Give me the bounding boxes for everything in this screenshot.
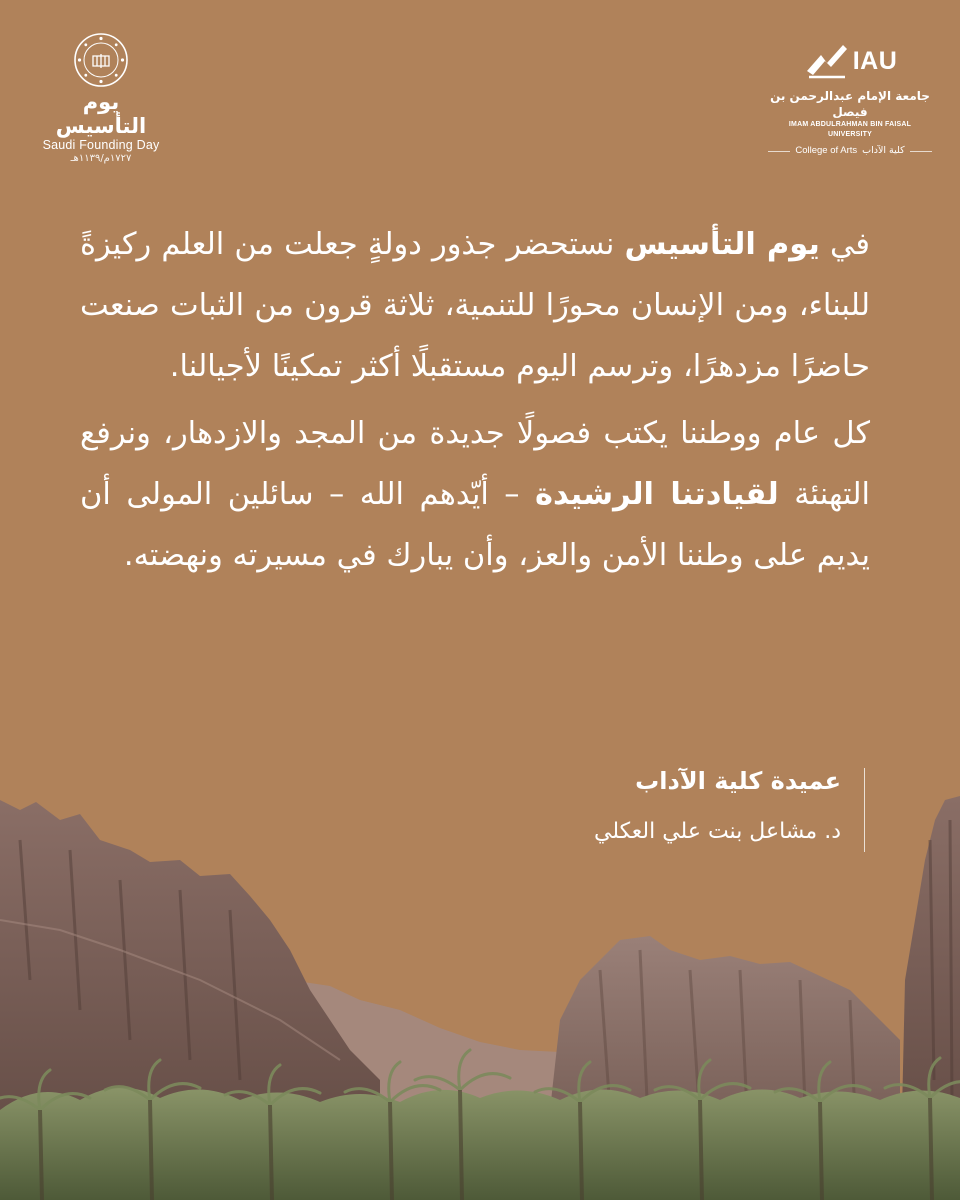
university-arabic-name: جامعة الإمام عبدالرحمن بن فيصل <box>770 89 930 119</box>
p2-lead: كل عام ووطننا يكتب فصولًا جديدة من المجد والازدهار، ونرفع التهنئة <box>80 416 870 512</box>
message-paragraph-1 <box>80 214 870 397</box>
p1-lead: في <box>830 227 871 262</box>
founding-day-logo <box>36 32 166 164</box>
divider-right <box>910 151 932 152</box>
iau-mark-row <box>768 38 932 84</box>
p2-highlight: لقيادتنا الرشيدة <box>535 477 779 512</box>
iau-emblem-icon <box>803 41 851 81</box>
p2-rest: – أيّدهم الله – سائلين المولى أن يديم على وطننا الأمن والعز، وأن يبارك في مسيرته ونهضته. <box>80 477 870 573</box>
university-logo <box>768 38 932 156</box>
p1-highlight: يوم التأسيس <box>624 227 820 262</box>
divider-left <box>768 151 790 152</box>
signature-title: عميدة كلية الآداب <box>635 767 841 795</box>
college-line <box>768 145 932 157</box>
greeting-message <box>80 214 870 586</box>
message-paragraph-2 <box>80 403 870 586</box>
founding-day-arabic: يوم التأسيس <box>55 90 147 138</box>
signature-name: د. مشاعل بنت علي العكلي <box>594 819 841 844</box>
founding-day-seal-icon <box>73 32 129 88</box>
college-arabic: كلية الآداب <box>862 145 905 156</box>
founding-day-year: ١٧٢٧م/١١٣٩هـ <box>70 153 132 164</box>
college-english: College of Arts <box>795 145 858 156</box>
landscape-illustration <box>0 780 960 1200</box>
university-english-name: IMAM ABDULRAHMAN BIN FAISAL UNIVERSITY <box>788 121 912 138</box>
palm-grove <box>0 1087 960 1200</box>
founding-day-english: Saudi Founding Day <box>42 138 160 152</box>
p1-rest: نستحضر جذور دولةٍ جعلت من العلم ركيزةً للبناء، ومن الإنسان محورًا للتنمية، ثلاثة قرون من الثبات صنعت حاضرًا مزدهرًا، وترسم اليوم مستقبلًا أكثر تمكينًا لأجيالنا. <box>80 227 870 384</box>
iau-abbreviation: IAU <box>852 46 898 75</box>
